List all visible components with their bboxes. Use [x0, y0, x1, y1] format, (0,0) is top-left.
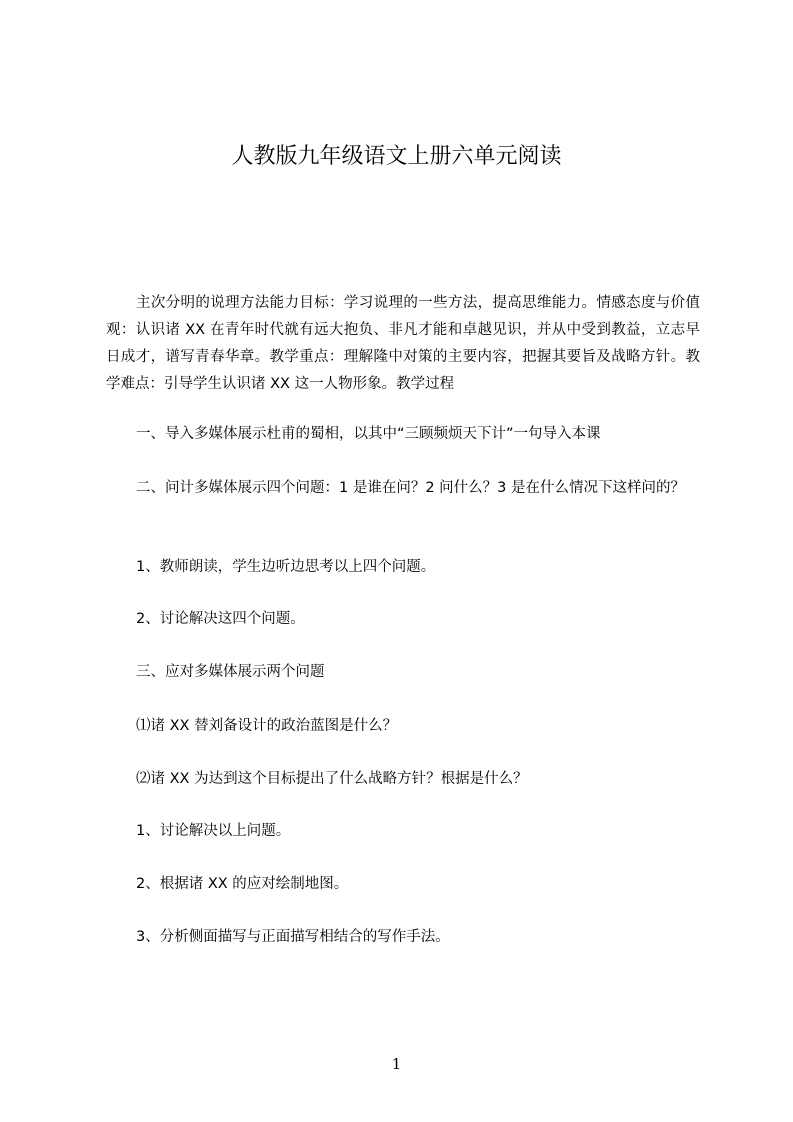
- section-question-heading: 二、问计多媒体展示四个问题：1 是谁在问？2 问什么？3 是在什么情况下这样问的？: [136, 480, 686, 496]
- section-answer-heading: 三、应对多媒体展示两个问题: [136, 664, 325, 680]
- step-draw-map: 2、根据诸 XX 的应对绘制地图。: [136, 876, 349, 892]
- document-title: 人教版九年级语文上册六单元阅读: [231, 144, 562, 169]
- page-number: 1: [391, 1055, 402, 1073]
- step-discuss-above: 1、讨论解决以上问题。: [136, 823, 291, 839]
- question-two: ⑵诸 XX 为达到这个目标提出了什么战略方针？根据是什么？: [136, 771, 528, 787]
- question-one: ⑴诸 XX 替刘备设计的政治蓝图是什么？: [136, 718, 398, 734]
- step-discuss-questions: 2、讨论解决这四个问题。: [136, 611, 305, 627]
- step-analyze-writing: 3、分析侧面描写与正面描写相结合的写作手法。: [136, 929, 450, 945]
- step-teacher-reading: 1、教师朗读，学生边听边思考以上四个问题。: [136, 559, 436, 575]
- intro-paragraph: 主次分明的说理方法能力目标：学习说理的一些方法，提高思维能力。情感态度与价值观：认识诸 XX 在青年时代就有远大抱负、非凡才能和卓越见识，并从中受到教益，立志早日成才，谱写青春华章。教学重点：理解隆中对策的主要内容，把握其要旨及战略方针。教学难点：引导学生认识诸 XX 这一人物形象。教学过程: [106, 295, 700, 392]
- section-intro-heading: 一、导入多媒体展示杜甫的蜀相，以其中“三顾频烦天下计”一句导入本课: [136, 426, 601, 442]
